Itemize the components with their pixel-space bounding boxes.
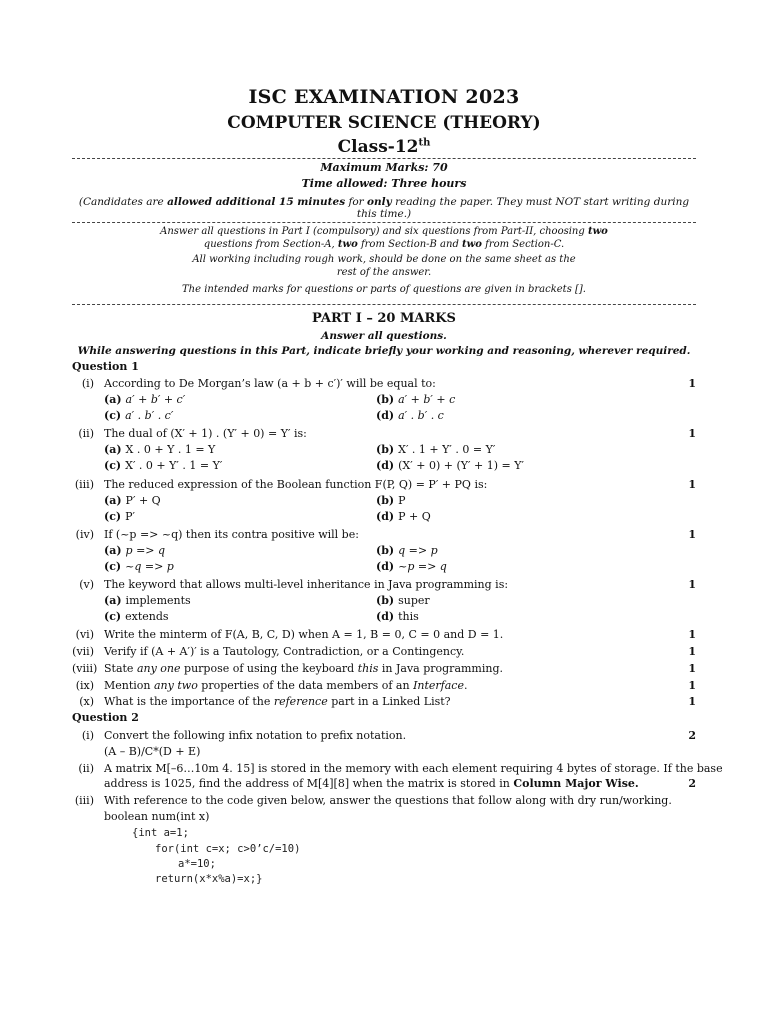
instruction-text: from Section-B and: [357, 239, 463, 250]
option-text: P: [398, 494, 406, 507]
text-run: State: [104, 662, 137, 675]
class-superscript: th: [418, 137, 431, 149]
item-number: (i): [81, 377, 94, 390]
option-label: (d): [376, 409, 395, 422]
option-label: (a): [104, 594, 122, 607]
option-text: a′ + b′ + c: [398, 393, 456, 406]
option-label: (a): [104, 393, 122, 406]
option-b: [376, 593, 430, 609]
option-label: (c): [104, 610, 122, 623]
item-number: (iii): [74, 794, 94, 807]
text-bold: Column Major Wise.: [513, 777, 639, 790]
infix-expression: (A – B)/C*(D + E): [104, 745, 201, 758]
divider: [72, 158, 696, 159]
exam-title: ISC EXAMINATION 2023: [248, 86, 520, 108]
option-b: [376, 493, 406, 509]
class-label: Class-12: [337, 137, 419, 157]
instruction-emphasis: two: [587, 226, 608, 237]
option-text: P′ + Q: [125, 494, 161, 507]
text-run: Mention: [104, 679, 154, 692]
text-italic: Interface: [413, 679, 464, 692]
subject-title: COMPUTER SCIENCE (THEORY): [227, 113, 541, 133]
time-allowed: Time allowed: Three hours: [301, 177, 467, 190]
instruction-emphasis: two: [462, 239, 482, 250]
option-text: a′ + b′ + c′: [125, 393, 186, 406]
option-c: [104, 509, 135, 525]
instruction-line: All working including rough work, should be done on the same sheet as the: [192, 254, 576, 265]
option-label: (a): [104, 443, 122, 456]
reading-time-note: [72, 196, 696, 220]
item-marks: 1: [688, 578, 696, 591]
option-text: super: [398, 594, 430, 607]
item-marks: 1: [688, 662, 696, 675]
instruction-line: [72, 225, 696, 238]
question-heading: Question 1: [72, 360, 139, 373]
question-row: [72, 678, 700, 694]
option-d: [376, 458, 524, 474]
option-label: (c): [104, 409, 122, 422]
question-row: [72, 627, 700, 643]
option-label: (b): [376, 594, 395, 607]
item-number: (ii): [78, 427, 94, 440]
item-text: The reduced expression of the Boolean function F(P, Q) = P′ + PQ is:: [104, 478, 488, 491]
option-d: [376, 509, 431, 525]
option-a: [104, 593, 191, 609]
item-text: A matrix M[–6…10m 4. 15] is stored in the memory with each element requiring 4 bytes of storage. If the base: [104, 762, 723, 775]
option-b: [376, 543, 438, 559]
item-number: (ix): [75, 679, 94, 692]
code-line: return(x*x%a)=x;}: [155, 873, 263, 885]
item-number: (ii): [78, 762, 94, 775]
part-instruction: While answering questions in this Part, indicate briefly your working and reasoning, wherever required.: [77, 345, 691, 357]
text-italic: reference: [273, 695, 328, 708]
option-text: extends: [125, 610, 169, 623]
max-marks: Maximum Marks: 70: [320, 161, 448, 174]
option-label: (a): [104, 494, 122, 507]
option-b: [376, 392, 455, 408]
instruction-text: Answer all questions in Part I (compulsory) and six questions from Part-II, choosing: [160, 226, 588, 237]
text-italic: this: [357, 662, 379, 675]
item-number: (iv): [75, 528, 94, 541]
instruction-emphasis: two: [337, 239, 358, 250]
text-italic: any one: [136, 662, 181, 675]
instruction-line: rest of the answer.: [336, 267, 432, 278]
option-text: X′ . 1 + Y′ . 0 = Y′: [398, 443, 496, 456]
question-heading: Question 2: [72, 711, 139, 724]
option-a: [104, 392, 185, 408]
item-marks: 1: [688, 427, 696, 440]
item-marks: 2: [688, 777, 696, 790]
item-number: (viii): [72, 662, 98, 675]
item-number: (i): [81, 729, 94, 742]
question-row: [72, 793, 700, 809]
item-text: Write the minterm of F(A, B, C, D) when A = 1, B = 0, C = 0 and D = 1.: [104, 628, 504, 641]
option-label: (c): [104, 510, 122, 523]
item-number: (vii): [72, 645, 94, 658]
question-row-continued: [72, 776, 700, 792]
note-emphasis: allowed additional 15 minutes: [167, 196, 346, 208]
instruction-line: [72, 238, 696, 251]
item-text: According to De Morgan’s law (a + b + c′)′ will be equal to:: [104, 377, 436, 390]
option-text: (X′ + 0) + (Y′ + 1) = Y′: [398, 459, 524, 472]
note-text: (Candidates are: [78, 196, 168, 208]
option-text: this: [398, 610, 419, 623]
option-label: (d): [376, 560, 395, 573]
option-text: P + Q: [398, 510, 431, 523]
instruction-text: from Section-C.: [481, 239, 565, 250]
code-line: a*=10;: [178, 858, 216, 870]
question-row: [72, 644, 700, 660]
item-number: (iii): [74, 478, 94, 491]
item-marks: 2: [688, 729, 696, 742]
question-row: [72, 477, 700, 493]
note-text: reading the paper. They must NOT start writing during this time.): [356, 196, 690, 220]
option-d: [376, 609, 419, 625]
note-text: for: [345, 196, 368, 208]
item-text: [104, 678, 467, 694]
item-text: The dual of (X′ + 1) . (Y′ + 0) = Y′ is:: [104, 427, 307, 440]
option-c: [104, 408, 173, 424]
code-line: for(int c=x; c>0’c/=10): [155, 843, 301, 855]
question-row: [72, 426, 700, 442]
option-d: [376, 559, 447, 575]
part-instruction: Answer all questions.: [321, 330, 447, 342]
option-label: (c): [104, 459, 122, 472]
option-label: (d): [376, 510, 395, 523]
option-text: p => q: [125, 544, 166, 557]
option-c: [104, 609, 169, 625]
item-text: Verify if (A + A′)′ is a Tautology, Contradiction, or a Contingency.: [104, 645, 465, 658]
option-a: [104, 543, 165, 559]
item-text: Convert the following infix notation to prefix notation.: [104, 729, 407, 742]
text-run: address is 1025, find the address of M[4][8] when the matrix is stored in: [104, 777, 514, 790]
item-text: [104, 776, 639, 792]
instruction-text: questions from Section-A,: [203, 239, 338, 250]
part-heading: PART I – 20 MARKS: [312, 311, 456, 326]
option-d: [376, 408, 444, 424]
option-a: [104, 493, 161, 509]
question-row: [72, 376, 700, 392]
option-b: [376, 442, 495, 458]
question-row: [72, 728, 700, 744]
item-text: The keyword that allows multi-level inheritance in Java programming is:: [104, 578, 509, 591]
option-text: a′ . b′ . c: [398, 409, 444, 422]
method-signature: boolean num(int x): [104, 810, 210, 823]
item-marks: 1: [688, 377, 696, 390]
item-number: (v): [79, 578, 94, 591]
option-c: [104, 559, 174, 575]
item-marks: 1: [688, 695, 696, 708]
option-text: ~p => q: [398, 560, 447, 573]
item-number: (x): [79, 695, 94, 708]
item-marks: 1: [688, 478, 696, 491]
question-row: [72, 661, 700, 677]
option-text: implements: [125, 594, 191, 607]
option-text: X′ . 0 + Y′ . 1 = Y′: [125, 459, 223, 472]
item-text: With reference to the code given below, answer the questions that follow along with dry run/working.: [104, 794, 672, 807]
option-c: [104, 458, 222, 474]
divider: [72, 304, 696, 305]
note-emphasis: only: [367, 196, 392, 208]
option-label: (b): [376, 443, 395, 456]
item-marks: 1: [688, 628, 696, 641]
text-run: part in a Linked List?: [327, 695, 451, 708]
item-marks: 1: [688, 528, 696, 541]
item-marks: 1: [688, 679, 696, 692]
text-italic: any two: [154, 679, 198, 692]
option-label: (a): [104, 544, 122, 557]
text-run: What is the importance of the: [104, 695, 274, 708]
text-run: .: [463, 679, 468, 692]
question-row: [72, 577, 700, 593]
text-run: properties of the data members of an: [197, 679, 414, 692]
option-text: q => p: [398, 544, 438, 557]
option-text: ~q => p: [125, 560, 174, 573]
text-run: in Java programming.: [378, 662, 504, 675]
text-run: purpose of using the keyboard: [180, 662, 358, 675]
item-text: [104, 694, 451, 710]
instruction-line: The intended marks for questions or parts of questions are given in brackets [].: [182, 284, 586, 295]
class-title: [0, 137, 768, 157]
option-text: P′: [125, 510, 136, 523]
option-text: X . 0 + Y . 1 = Y: [125, 443, 216, 456]
item-marks: 1: [688, 645, 696, 658]
option-label: (d): [376, 610, 395, 623]
option-label: (b): [376, 544, 395, 557]
option-label: (b): [376, 393, 395, 406]
option-label: (d): [376, 459, 395, 472]
code-line: {int a=1;: [132, 827, 189, 839]
question-row: [72, 694, 700, 710]
option-text: a′ . b′ . c′: [125, 409, 174, 422]
question-row: [72, 761, 723, 777]
question-row: [72, 527, 700, 543]
divider: [72, 222, 696, 223]
item-text: If (~p => ~q) then its contra positive will be:: [104, 528, 359, 541]
option-a: [104, 442, 215, 458]
option-label: (b): [376, 494, 395, 507]
item-number: (vi): [75, 628, 94, 641]
item-text: [104, 661, 503, 677]
option-label: (c): [104, 560, 122, 573]
